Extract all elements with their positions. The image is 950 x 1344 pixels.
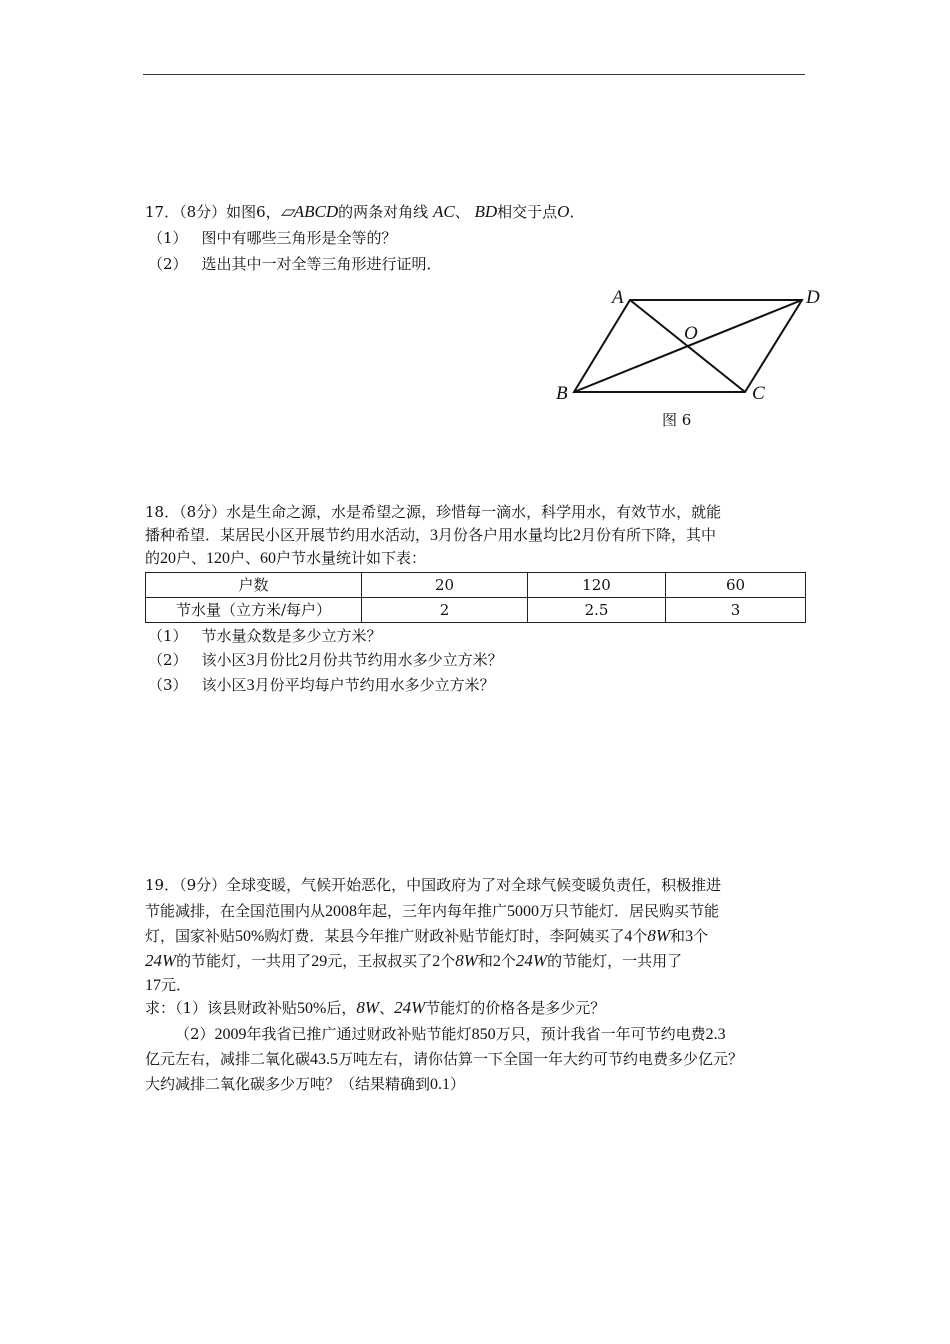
text: 年起，三年内每年推广 — [357, 902, 508, 920]
q17-sub1-text: 图中有哪些三角形是全等的？ — [201, 229, 397, 247]
number: 4 — [624, 928, 633, 945]
table-cell: 60 — [666, 573, 806, 598]
q17-heading — [145, 201, 584, 223]
text: 万吨左右，请你估算一下全国一年大约可节约电费多少亿元？ — [338, 1050, 744, 1068]
q18-sub1 — [148, 625, 382, 647]
water-saving-table — [145, 572, 806, 623]
table-cell: 节水量（立方米/每户） — [146, 598, 362, 623]
diagonal-bd — [574, 300, 802, 392]
sub-num: （1） — [148, 627, 188, 645]
text: 该小区 — [201, 651, 247, 669]
text: 后， — [326, 999, 357, 1017]
q17-sub2 — [148, 253, 442, 275]
number: 850 — [471, 1026, 496, 1043]
q17-head-text: 17．（8分）如图6， — [145, 203, 281, 221]
q17-o: O — [557, 202, 570, 221]
number: 2.3 — [705, 1026, 726, 1043]
text: 个 — [500, 952, 516, 970]
number: 120 — [206, 550, 231, 567]
number: 3 — [246, 677, 255, 694]
text: 和 — [670, 927, 686, 945]
number: 43.5 — [310, 1051, 339, 1068]
q17-head-end: ． — [569, 203, 585, 221]
text: （2） — [175, 1025, 215, 1043]
text: 求：（1）该县财政补贴 — [145, 999, 298, 1017]
text: 灯，国家补贴 — [145, 927, 236, 945]
text: 的节能灯，一共用了 — [176, 952, 312, 970]
text: 个 — [440, 952, 456, 970]
q19-line3 — [145, 925, 708, 948]
q19-line1: 19．（9分）全球变暖，气候开始恶化，中国政府为了对全球气候变暖负责任，积极推进 — [145, 876, 722, 894]
q17-sub1 — [148, 227, 397, 249]
q18-line2 — [145, 524, 716, 547]
text: 月份平均每户节约用水多少立方米？ — [254, 676, 495, 694]
q19-line7 — [175, 1023, 726, 1046]
text: 的节能灯，一共用了 — [547, 952, 683, 970]
center-label-o: O — [684, 323, 698, 344]
number: 2 — [573, 527, 582, 544]
q19-line6 — [145, 997, 605, 1020]
number: 17 — [145, 977, 161, 994]
table-cell: 2 — [362, 598, 528, 623]
q17-head-text: 相交于点 — [497, 203, 558, 221]
number: 2008 — [325, 903, 358, 920]
number: 2009 — [214, 1026, 247, 1043]
text: 万只，预计我省一年可节约电费 — [495, 1025, 706, 1043]
text: 年我省已推广通过财政补贴节能灯 — [246, 1025, 472, 1043]
text: 元． — [161, 976, 192, 994]
number: 29 — [311, 953, 328, 970]
text: 播种希望．某居民小区开展节约用水活动， — [145, 526, 431, 544]
number: 20 — [160, 550, 177, 567]
text: 月份各户用水量均比 — [438, 526, 574, 544]
text: 的 — [145, 549, 161, 567]
text: 节能减排，在全国范围内从 — [145, 902, 326, 920]
wattage: 24W — [515, 951, 548, 970]
q19-line2 — [145, 900, 719, 923]
text: 该小区 — [201, 676, 247, 694]
wattage: 8W — [356, 998, 380, 1017]
table-cell: 2.5 — [528, 598, 666, 623]
text: 、 — [379, 999, 395, 1017]
q17-head-text: 的两条对角线 — [338, 203, 429, 221]
number: 2 — [492, 953, 501, 970]
q18-line1: 18．（8分）水是生命之源，水是希望之源，珍惜每一滴水，科学用水，有效节水，就能 — [145, 503, 722, 521]
q17-bd: BD — [474, 202, 498, 221]
q19-line8 — [145, 1048, 743, 1071]
number: 50% — [297, 1000, 327, 1017]
q17-sep: 、 — [454, 203, 470, 221]
q18-sub2 — [148, 649, 503, 672]
q17-sub2-text: 选出其中一对全等三角形进行证明． — [201, 255, 442, 273]
text: 个 — [693, 927, 709, 945]
number: 2 — [299, 652, 308, 669]
table-cell: 120 — [528, 573, 666, 598]
table-cell: 20 — [362, 573, 528, 598]
text: 和 — [477, 952, 493, 970]
q19-line5 — [145, 974, 191, 997]
number: 3 — [246, 652, 255, 669]
text: 节水量众数是多少立方米？ — [201, 627, 382, 645]
q17-sub1-num: （1） — [148, 229, 188, 247]
number: 5000 — [507, 903, 540, 920]
text: 户、 — [230, 549, 261, 567]
sub-num: （3） — [148, 676, 188, 694]
figure-caption: 图 6 — [662, 411, 692, 429]
text: 节能灯的价格各是多少元？ — [425, 999, 606, 1017]
q18-sub3 — [148, 674, 495, 697]
text: 月份共节约用水多少立方米？ — [307, 651, 503, 669]
sub-num: （2） — [148, 651, 188, 669]
number: 60 — [260, 550, 277, 567]
header-rule — [143, 74, 805, 75]
text: 月份有所下降，其中 — [581, 526, 717, 544]
table-cell: 户数 — [146, 573, 362, 598]
text: 万只节能灯．居民购买节能 — [539, 902, 720, 920]
number: 50% — [235, 928, 265, 945]
text: 亿元左右，减排二氧化碳 — [145, 1050, 311, 1068]
text: 大约减排二氧化碳多少万吨？（结果精确到 — [145, 1075, 431, 1093]
wattage: 8W — [647, 926, 671, 945]
q17-parallelogram-symbol: ▱ABCD — [280, 202, 339, 221]
vertex-label-a: A — [612, 287, 624, 308]
q19-line9 — [145, 1073, 465, 1096]
number: 2 — [432, 953, 441, 970]
text: 户节水量统计如下表： — [276, 549, 427, 567]
q19-line4 — [145, 950, 682, 973]
q17-sub2-num: （2） — [148, 255, 188, 273]
parallelogram-figure — [550, 283, 835, 405]
number: 0.1 — [430, 1076, 451, 1093]
table-row — [146, 573, 806, 598]
number: 3 — [430, 527, 439, 544]
text: ） — [450, 1075, 466, 1093]
text: 月份比 — [254, 651, 300, 669]
text: 购灯费．某县今年推广财政补贴节能灯时，李阿姨买了 — [264, 927, 625, 945]
text: 个 — [632, 927, 648, 945]
table-cell: 3 — [666, 598, 806, 623]
vertex-label-c: C — [752, 383, 765, 404]
text: 元，王叔叔买了 — [327, 952, 433, 970]
vertex-label-d: D — [806, 287, 820, 308]
q18-line3 — [145, 547, 426, 570]
vertex-label-b: B — [556, 383, 568, 404]
wattage: 24W — [394, 998, 426, 1017]
number: 3 — [685, 928, 694, 945]
q17-ac: AC — [432, 202, 455, 221]
wattage: 24W — [145, 951, 177, 970]
wattage: 8W — [455, 951, 478, 970]
table-row — [146, 598, 806, 623]
text: 户、 — [176, 549, 207, 567]
